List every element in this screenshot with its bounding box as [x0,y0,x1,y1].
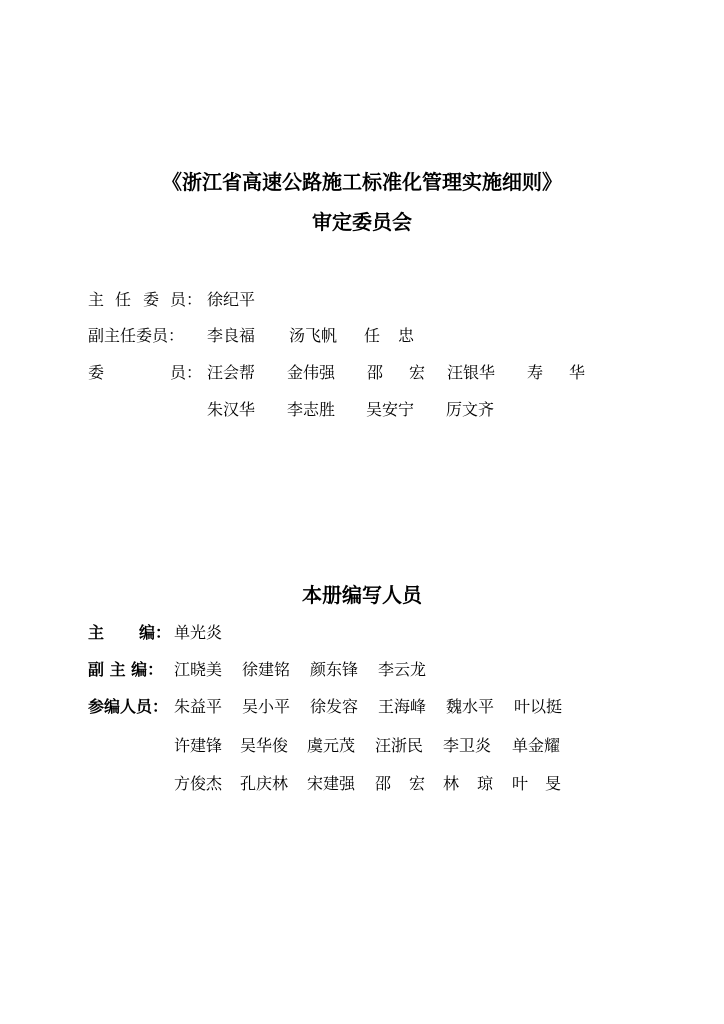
contributor-name: 叶以挺 [514,697,563,716]
member-name: 朱汉华 [207,400,256,419]
director-label-char: 任 [115,290,132,309]
member-name: 宏 [409,363,426,382]
contributor-name: 单金耀 [512,736,561,755]
member-name: 吴安宁 [366,400,415,419]
contributor-name: 朱益平 [174,697,223,716]
deputy-editor-label: 副 主 编： [88,660,164,679]
contributor-name: 琼 [477,774,494,793]
member-name: 华 [569,363,586,382]
contributor-name: 李卫炎 [443,736,492,755]
contributors-label: 参编人员： [88,697,169,716]
contributor-name: 魏水平 [446,697,495,716]
contributor-name: 汪浙民 [375,736,424,755]
deputy-director-name: 汤飞帆 [289,326,338,345]
member-name: 李志胜 [287,400,336,419]
member-name: 厉文齐 [446,400,495,419]
member-name: 邵 [367,363,384,382]
director-label-char: 主 [88,290,105,309]
member-name: 汪会帮 [207,363,256,382]
chief-editor-label-char: 主 [88,623,105,642]
deputy-director-name: 任 [364,326,381,345]
director-label-char: 委 [143,290,160,309]
contributor-name: 虞元茂 [307,736,356,755]
members-label-char: 委 [88,363,105,382]
member-name: 寿 [527,363,544,382]
contributor-name: 吴华俊 [240,736,289,755]
contributor-name: 吴小平 [242,697,291,716]
deputy-director-name: 忠 [398,326,415,345]
contributor-name: 孔庆林 [240,774,289,793]
deputy-editor-name: 江晓美 [174,660,223,679]
members-label-char: 员： [170,363,203,382]
contributor-name: 旻 [545,774,562,793]
director-label-char: 员： [170,290,203,309]
member-name: 汪银华 [447,363,496,382]
writers-section-title: 本册编写人员 [302,583,422,607]
document-title: 《浙江省高速公路施工标准化管理实施细则》 [162,170,562,194]
contributor-name: 邵 [375,774,392,793]
contributor-name: 王海峰 [378,697,427,716]
contributor-name: 徐发容 [310,697,359,716]
contributor-name: 叶 [512,774,529,793]
contributor-name: 宋建强 [307,774,356,793]
deputy-director-label: 副主任委员： [88,326,185,345]
deputy-editor-name: 颜东锋 [310,660,359,679]
contributor-name: 方俊杰 [174,774,223,793]
contributor-name: 宏 [409,774,426,793]
member-name: 金伟强 [287,363,336,382]
deputy-director-name: 李良福 [207,326,256,345]
deputy-editor-name: 徐建铭 [242,660,291,679]
contributor-name: 林 [443,774,460,793]
chief-editor-label-char: 编： [139,623,172,642]
contributor-name: 许建锋 [174,736,223,755]
committee-title: 审定委员会 [312,210,412,234]
chief-editor-name: 单光炎 [174,623,223,642]
director-name: 徐纪平 [207,290,256,309]
deputy-editor-name: 李云龙 [378,660,427,679]
